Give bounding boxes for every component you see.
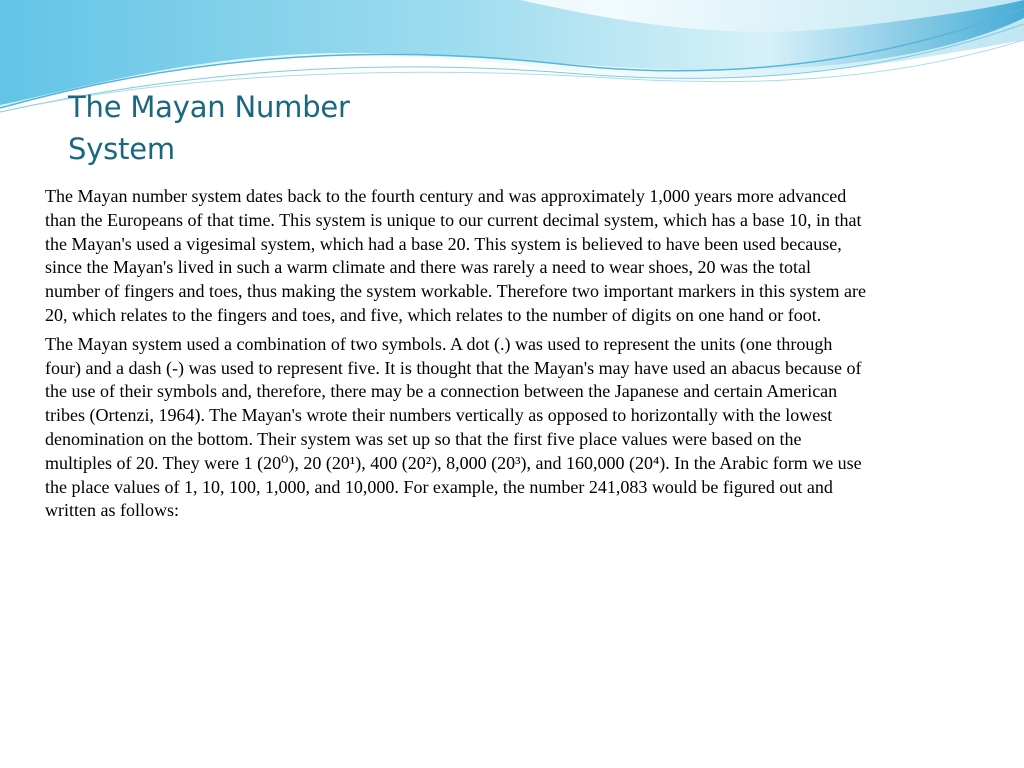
slide-title-line-1: The Mayan Number — [68, 90, 350, 124]
slide-title — [68, 86, 488, 170]
slide-body — [45, 185, 867, 528]
body-paragraph-1: The Mayan number system dates back to the fourth century and was approximately 1,000 years more advanced than the Europeans of that time. This system is unique to our current decimal system, which has a base 10, in that the Mayan's used a vigesimal system, which had a base 20. This system is believed to have been used because, since the Mayan's lived in such a warm climate and there was rarely a need to wear shoes, 20 was the total number of fingers and toes, thus making the system workable. Therefore two important markers in this system are 20, which relates to the fingers and toes, and five, which relates to the number of digits on one hand or foot. — [45, 186, 866, 325]
body-paragraph-2: The Mayan system used a combination of two symbols. A dot (.) was used to represent the units (one through four) and a dash (-) was used to represent five. It is thought that the Mayan's may have used an abacus because of the use of their symbols and, therefore, there may be a connection between the Japanese and certain American tribes (Ortenzi, 1964). The Mayan's wrote their numbers vertically as opposed to horizontally with the lowest denomination on the bottom. Their system was set up so that the first five place values were based on the multiples of 20. They were 1 (20⁰), 20 (20¹), 400 (20²), 8,000 (20³), and 160,000 (20⁴). In the Arabic form we use the place values of 1, 10, 100, 1,000, and 10,000. For example, the number 241,083 would be figured out and written as follows: — [45, 333, 862, 521]
slide-title-line-2: System — [68, 132, 175, 166]
